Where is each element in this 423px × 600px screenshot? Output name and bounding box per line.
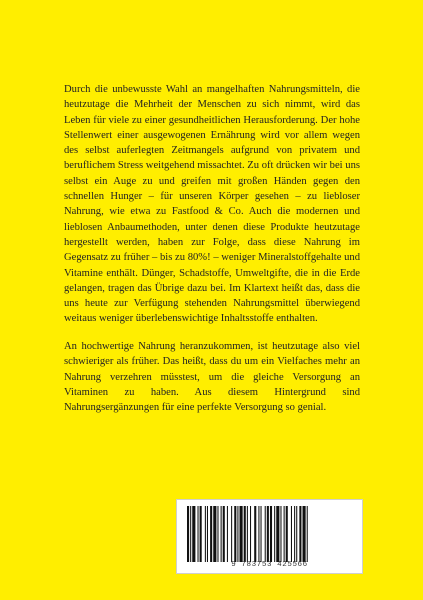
barcode-bar xyxy=(244,506,246,562)
barcode-bar xyxy=(258,506,259,562)
blurb-paragraph-1-text: Durch die unbewusste Wahl an mangelhaften Nahrungsmitteln, die heutzutage die Mehrheit der Menschen zu sich nimmt, wird das Leben für viele zu einer gesundheitlichen Herausforderung. Der hohe Stellenwert einer ausgewogenen Ernährung wird vor allem wegen des selbst auferlegten Zeitmangels aufgrund von privatem und beruflichem Stress weitgehend missachtet. Zu oft drücken wir bei uns selbst ein Auge zu und greifen mit großen Händen gegen den schnellen Hunger – für unseren Körper gesehen – zu liebloser Nahrung, wie etwa zu Fastfood & Co. Auch die modernen und lieblosen Anbaumethoden, unter denen diese Produkte heutzutage hergestellt werden, haben zur Folge, dass diese Nahrung im Gegensatz zu früher – bis zu 80%! – weniger Mineralstoffgehalte und Vitamine enthält. Dünger, Schadstoffe, Umweltgifte, die in die Erde gelangen, tragen das Übrige dazu bei. Im Klartext heißt das, dass die uns heute zur Verfügung stehenden Nahrungsmittel überwiegend weitaus weniger überlebenswichtige Inhaltsstoffe enthalten. xyxy=(64,84,360,325)
barcode-bar xyxy=(207,506,208,562)
barcode-bar xyxy=(267,506,269,562)
barcode-bar xyxy=(280,506,281,562)
barcode-bar xyxy=(299,506,301,562)
blurb-paragraph-2-text: An hochwertige Nahrung heranzukommen, ist heutzutage also viel schwieriger als früher. Das heißt, dass du um ein Vielfaches mehr an Nahrung verzehren müsstest, um die gleiche Versorgung an Vitaminen zu haben. Aus diesem Hintergrund sind Nahrungsergänzungen für eine perfekte Versorgung so genial. xyxy=(64,341,360,414)
barcode-bar xyxy=(250,506,251,562)
barcode-bar xyxy=(190,506,191,562)
barcode-bar xyxy=(291,506,292,562)
barcode-bar xyxy=(198,506,199,562)
barcode-bar xyxy=(254,506,256,562)
barcode-bar xyxy=(294,506,295,562)
barcode-icon xyxy=(185,506,354,562)
barcode-bar xyxy=(307,506,308,562)
barcode-bar xyxy=(205,506,206,562)
barcode-bar xyxy=(237,506,238,562)
barcode-bar xyxy=(303,506,306,562)
barcode-bar xyxy=(276,506,279,562)
barcode-bar xyxy=(270,506,272,562)
barcode-bar xyxy=(247,506,248,562)
barcode-bar xyxy=(284,506,285,562)
barcode-bar xyxy=(231,506,232,562)
barcode-bar xyxy=(265,506,266,562)
barcode-bar xyxy=(200,506,202,562)
barcode-bar xyxy=(286,506,288,562)
barcode-bar xyxy=(221,506,222,562)
barcode-bar xyxy=(187,506,189,562)
barcode-bar xyxy=(227,506,228,562)
barcode-bar xyxy=(296,506,297,562)
isbn-barcode-box xyxy=(176,499,363,574)
barcode-bar xyxy=(210,506,212,562)
barcode-bar xyxy=(192,506,195,562)
barcode-bar xyxy=(274,506,275,562)
barcode-bar xyxy=(234,506,236,562)
barcode-bar xyxy=(213,506,216,562)
blurb-paragraph-2 xyxy=(64,339,360,415)
isbn-number: 9 783753 425566 xyxy=(231,561,308,569)
barcode-bar xyxy=(240,506,243,562)
barcode-bar xyxy=(223,506,225,562)
blurb-paragraph-1 xyxy=(64,82,360,327)
barcode-bar xyxy=(217,506,218,562)
barcode-bar xyxy=(261,506,262,562)
